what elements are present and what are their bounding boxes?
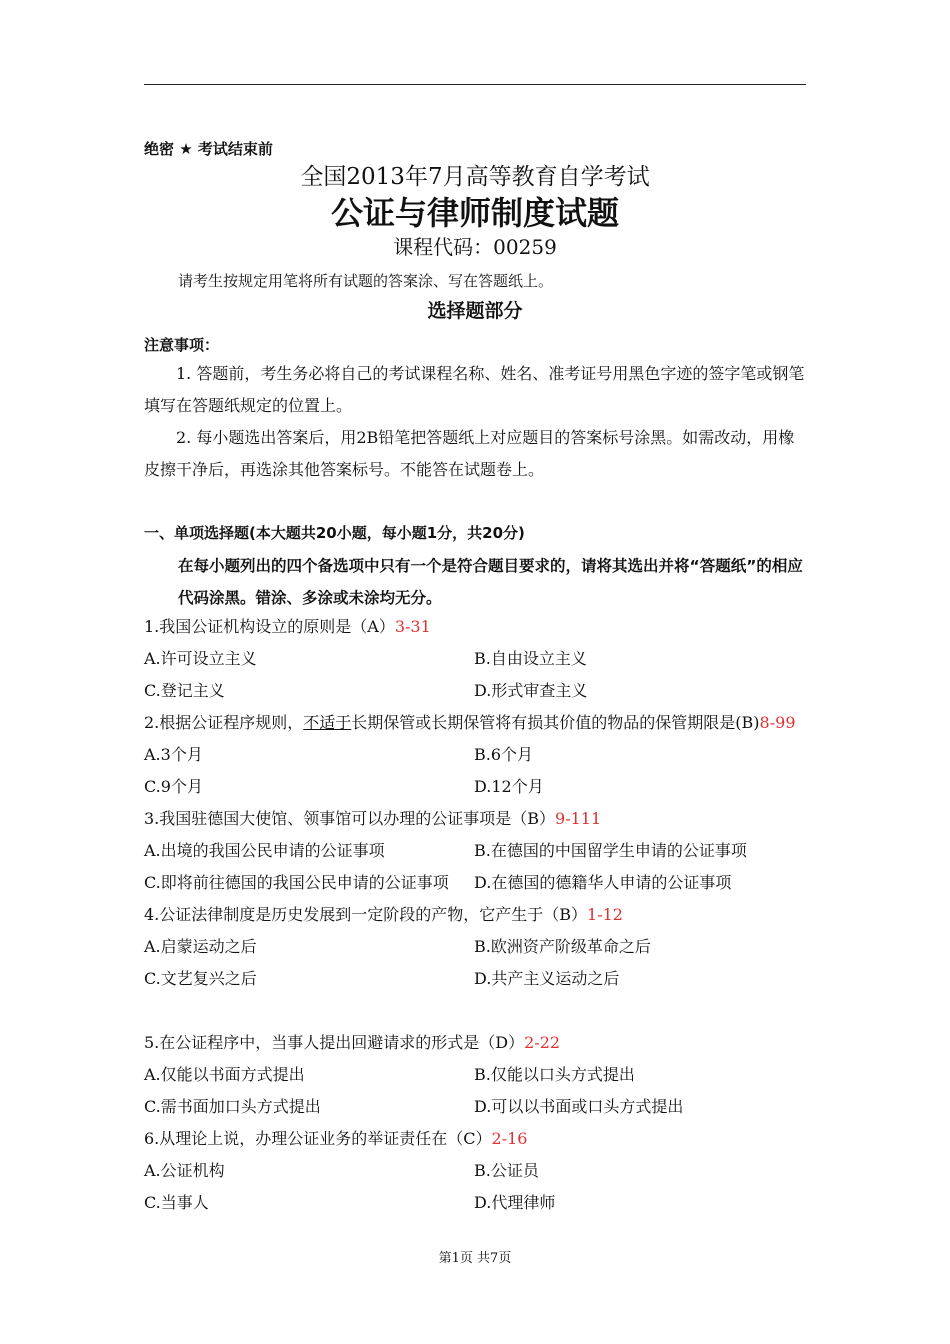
option-c: C.当事人	[144, 1193, 209, 1212]
option-a: A.仅能以书面方式提出	[144, 1065, 305, 1084]
option-a: A.出境的我国公民申请的公证事项	[144, 841, 385, 860]
option-b: B.仅能以口头方式提出	[474, 1065, 635, 1084]
question-text: 1.我国公证机构设立的原则是（A）	[144, 617, 395, 636]
option-d: D.共产主义运动之后	[474, 969, 620, 988]
option-d: D.在德国的德籍华人申请的公证事项	[474, 873, 732, 892]
option-a: A.公证机构	[144, 1161, 225, 1180]
option-a: A.3个月	[144, 745, 203, 764]
option-b: B.欧洲资产阶级革命之后	[474, 937, 651, 956]
question-text: 2.根据公证程序规则，	[144, 713, 304, 732]
answer-instruction: 请考生按规定用笔将所有试题的答案涂、写在答题纸上。	[178, 272, 554, 290]
option-b: B.在德国的中国留学生申请的公证事项	[474, 841, 747, 860]
notice-item-1-text: 1. 答题前，考生务必将自己的考试课程名称、姓名、准考证号用黑色字迹的签字笔或钢笔填写在答题纸规定的位置上。	[144, 364, 805, 415]
secret-mark: 绝密 ★ 考试结束前	[144, 140, 273, 158]
section-description: 在每小题列出的四个备选项中只有一个是符合题目要求的，请将其选出并将“答题纸”的相应代码涂黑。错涂、多涂或未涂均无分。	[178, 557, 803, 607]
question-stem	[144, 806, 601, 829]
question-stem	[144, 710, 796, 733]
question-reference: 1-12	[587, 905, 623, 924]
option-b: B.6个月	[474, 745, 534, 764]
question-stem	[144, 614, 431, 637]
option-c: C.需书面加口头方式提出	[144, 1097, 321, 1116]
question-text: 3.我国驻德国大使馆、领事馆可以办理的公证事项是（B）	[144, 809, 556, 828]
question-reference: 2-22	[524, 1033, 561, 1052]
section-heading: 一、单项选择题(本大题共20小题，每小题1分，共20分)	[144, 524, 525, 542]
notice-item-2	[144, 422, 806, 486]
course-code: 课程代码：00259	[393, 235, 557, 259]
question-stem	[144, 1030, 560, 1053]
subject-title: 公证与律师制度试题	[330, 194, 619, 232]
question-text-rest: 长期保管或长期保管将有损其价值的物品的保管期限是(B)	[351, 713, 760, 732]
option-d: D.可以以书面或口头方式提出	[474, 1097, 684, 1116]
question-emphasis: 不适于	[303, 713, 352, 732]
option-d: D.形式审查主义	[474, 681, 588, 700]
option-d: D.代理律师	[474, 1193, 556, 1212]
exam-title: 全国2013年7月高等教育自学考试	[300, 164, 650, 190]
question-reference: 8-99	[759, 713, 796, 732]
question-text: 4.公证法律制度是历史发展到一定阶段的产物，它产生于（B）	[144, 905, 588, 924]
option-b: B.自由设立主义	[474, 649, 587, 668]
option-b: B.公证员	[474, 1161, 539, 1180]
option-c: C.登记主义	[144, 681, 225, 700]
part-title: 选择题部分	[427, 300, 523, 322]
option-d: D.12个月	[474, 777, 544, 796]
option-a: A.启蒙运动之后	[144, 937, 257, 956]
question-text: 5.在公证程序中，当事人提出回避请求的形式是（D）	[144, 1033, 525, 1052]
page-footer: 第1页 共7页	[438, 1251, 512, 1266]
header-rule	[144, 84, 806, 85]
question-stem	[144, 902, 623, 925]
question-reference: 3-31	[394, 617, 431, 636]
notice-item-1	[144, 358, 806, 422]
option-c: C.即将前往德国的我国公民申请的公证事项	[144, 873, 449, 892]
question-text: 6.从理论上说，办理公证业务的举证责任在（C）	[144, 1129, 492, 1148]
question-stem	[144, 1126, 527, 1149]
notice-title: 注意事项：	[144, 336, 220, 354]
option-a: A.许可设立主义	[144, 649, 257, 668]
option-c: C.文艺复兴之后	[144, 969, 257, 988]
option-c: C.9个月	[144, 777, 203, 796]
question-reference: 2-16	[491, 1129, 528, 1148]
question-reference: 9-111	[555, 809, 602, 828]
notice-item-2-text: 2. 每小题选出答案后，用2B铅笔把答题纸上对应题目的答案标号涂黑。如需改动，用橡皮擦干净后，再选涂其他答案标号。不能答在试题卷上。	[144, 428, 795, 479]
